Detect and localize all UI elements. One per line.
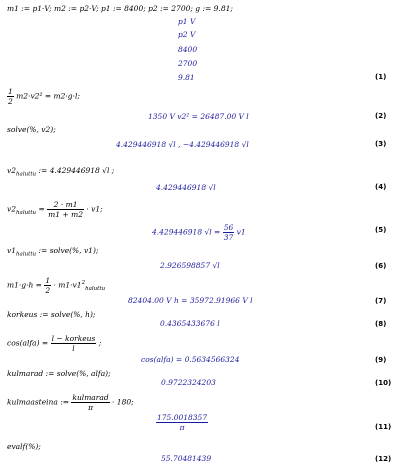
equation-number: (11)	[375, 423, 392, 431]
frac-den: l	[72, 344, 75, 353]
kulma-tail: · 180;	[109, 397, 134, 407]
output-v2-ratio	[152, 223, 246, 242]
sub-haluttu: haluttu	[16, 210, 37, 216]
equation-number: (5)	[375, 226, 387, 234]
sub-haluttu: haluttu	[16, 251, 37, 258]
sup-2: 2	[81, 280, 86, 286]
equation-number: (8)	[375, 320, 387, 328]
tail: · v1;	[84, 204, 103, 214]
output-solve-v2: 4.429446918 √l , −4.429446918 √l	[116, 140, 249, 149]
frac-num: kulmarad	[72, 393, 109, 402]
fraction-kulmarad-pi	[71, 393, 109, 412]
output-cos: cos(alfa) = 0.5634566324	[141, 355, 240, 364]
equation-number: (9)	[375, 356, 387, 364]
frac-den: m1 + m2	[48, 210, 83, 219]
fraction-korkeus	[51, 334, 97, 353]
ratio-left: 4.429446918 √l =	[152, 227, 223, 237]
output-p1v: p1 V	[178, 17, 196, 26]
equation-number: (1)	[375, 73, 387, 81]
assign-rest: := solve(%, v1);	[36, 246, 99, 255]
input-kulmarad[interactable]: kulmarad := solve(%, alfa);	[7, 369, 111, 378]
input-v2-haluttu-ratio[interactable]	[7, 200, 103, 219]
kulma-left: kulmaasteina :=	[7, 397, 72, 407]
output-8400: 8400	[178, 45, 198, 54]
output-kulmarad: 0.9722324203	[161, 378, 216, 387]
frac-den: 2	[8, 97, 13, 106]
frac-num: 56	[223, 223, 234, 232]
cos-left: cos(alfa) =	[7, 338, 51, 348]
fraction-56-37	[223, 223, 235, 242]
equation-number: (7)	[375, 297, 387, 305]
sub-haluttu: haluttu	[85, 286, 106, 292]
var-v2: v2	[7, 166, 17, 175]
mgh-right: · m1·v1	[51, 280, 82, 290]
frac-den: π	[88, 403, 93, 412]
input-evalf[interactable]: evalf(%);	[7, 442, 41, 451]
input-potential[interactable]	[7, 276, 105, 295]
energy-rest: m2·v2² = m2·g·l;	[16, 91, 80, 101]
input-solve-v2[interactable]: solve(%, v2);	[7, 125, 56, 134]
eq-sign: =	[36, 204, 48, 214]
equation-number: (10)	[375, 379, 392, 387]
mgh-left: m1·g·h =	[7, 280, 45, 290]
assign-rest: := 4.429446918 √l ;	[36, 166, 115, 175]
var-v2: v2	[7, 204, 17, 214]
output-korkeus: 0.4365433676 l	[160, 319, 220, 328]
output-potential: 82404.00 V h = 35972.91966 V l	[128, 296, 253, 305]
input-korkeus[interactable]: korkeus := solve(%, h);	[7, 310, 96, 319]
equation-number: (2)	[375, 112, 387, 120]
frac-num: 2 · m1	[47, 200, 84, 210]
equation-number: (4)	[375, 183, 387, 191]
frac-num: l − korkeus	[51, 334, 96, 343]
input-energy[interactable]	[7, 87, 80, 106]
output-981: 9.81	[178, 73, 195, 82]
output-evalf: 55.70481439	[161, 454, 212, 463]
equation-number: (6)	[375, 262, 387, 270]
frac-num: 175.0018357	[157, 413, 208, 422]
frac-den: 2	[45, 286, 51, 295]
frac-den: π	[179, 423, 185, 432]
equation-number: (12)	[375, 455, 392, 463]
frac-num: 1	[8, 87, 13, 96]
ratio-tail: v1	[234, 227, 246, 237]
frac-den: 37	[223, 233, 234, 242]
output-p2v: p2 V	[178, 30, 196, 39]
output-energy: 1350 V v2² = 26487.00 V l	[148, 112, 249, 121]
output-v1-haluttu: 2.926598857 √l	[160, 261, 220, 270]
output-2700: 2700	[178, 59, 198, 68]
output-v2-haluttu: 4.429446918 √l	[156, 183, 216, 192]
input-cos[interactable]	[7, 334, 101, 353]
fraction-half	[7, 87, 14, 106]
input-assignments[interactable]: m1 := p1·V; m2 := p2·V; p1 := 8400; p2 := 2700; g := 9.81;	[7, 4, 233, 13]
fraction-175-pi	[156, 413, 208, 432]
fraction-mass	[47, 200, 84, 219]
frac-num: 1	[45, 276, 51, 285]
input-kulmaasteina[interactable]	[7, 393, 134, 412]
equation-number: (3)	[375, 140, 387, 148]
sub-haluttu: haluttu	[16, 171, 37, 178]
input-v2-haluttu[interactable]	[7, 166, 114, 180]
var-v1: v1	[7, 246, 17, 255]
input-v1-haluttu[interactable]	[7, 246, 98, 260]
cos-tail: ;	[96, 338, 102, 348]
output-kulmaasteina	[156, 413, 208, 432]
